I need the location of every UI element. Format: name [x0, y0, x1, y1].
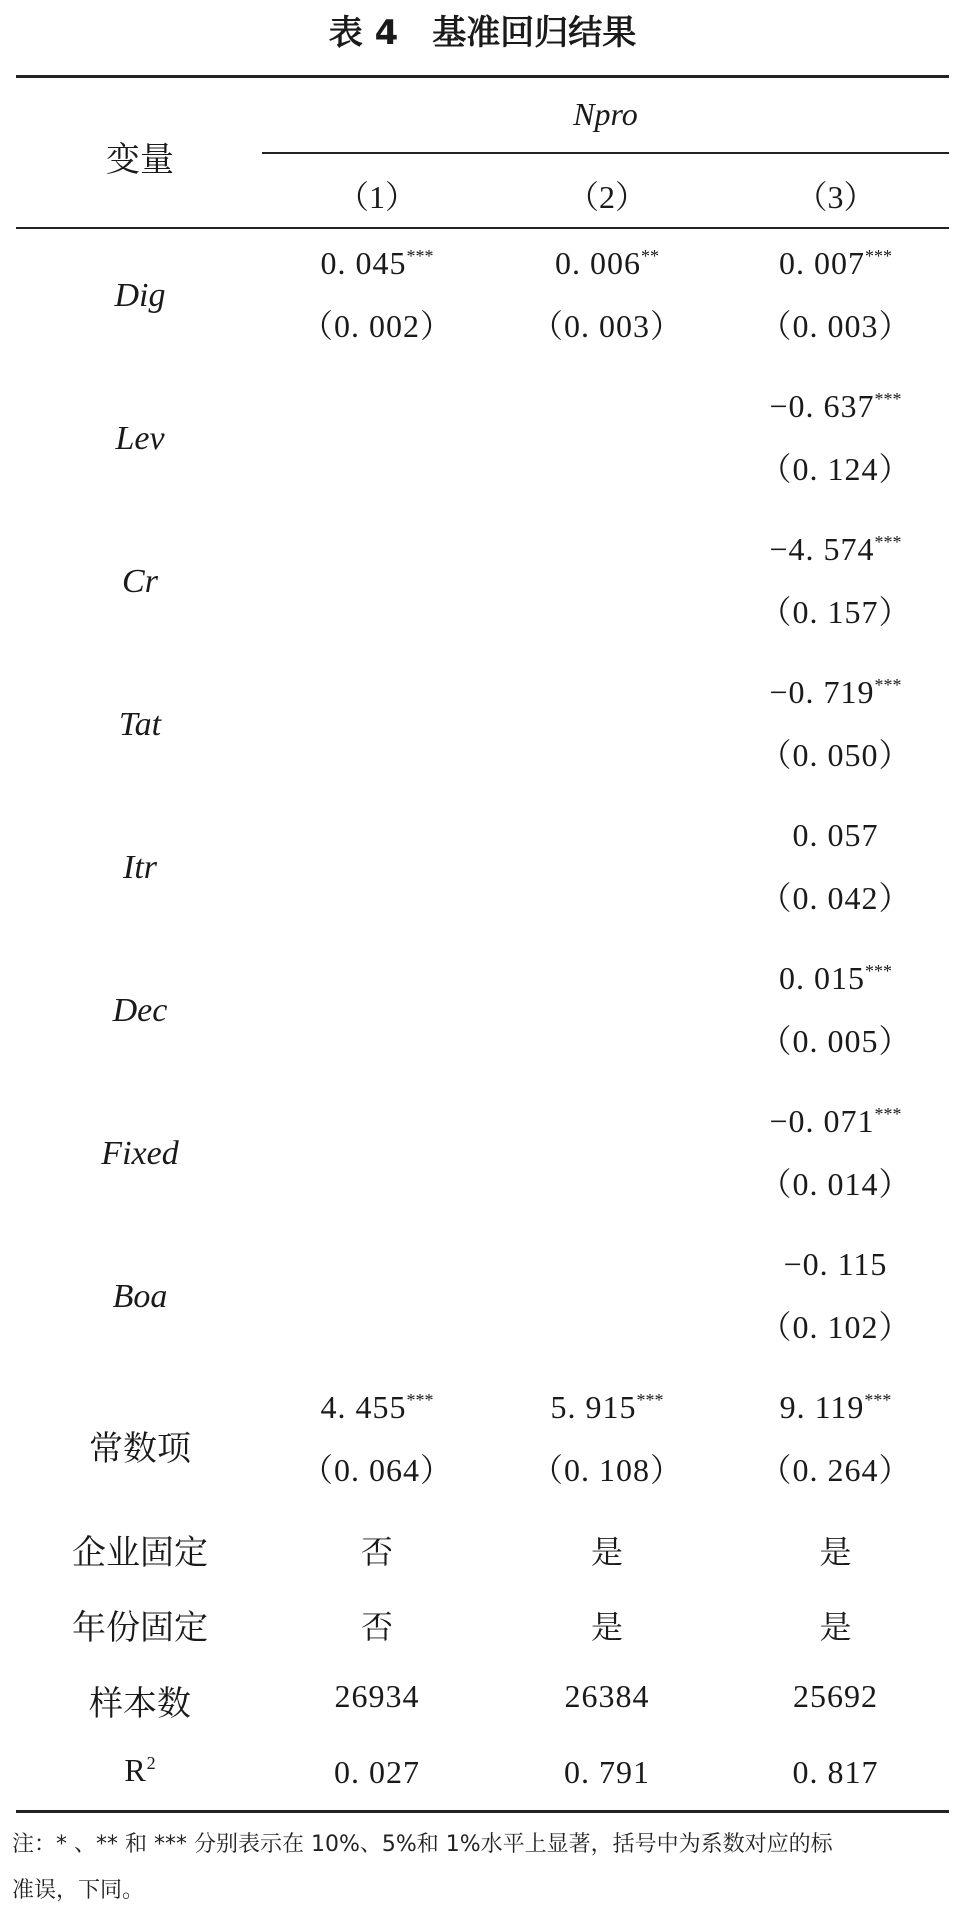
n-obs-label: 样本数 — [89, 1684, 191, 1724]
coefficient-3: −0. 071*** — [769, 1103, 902, 1139]
significance-stars: *** — [864, 1390, 892, 1410]
row-label: Lev — [115, 420, 165, 457]
coefficient-1: 0. 045*** — [320, 245, 434, 281]
n-obs-value-3: 25692 — [793, 1678, 878, 1714]
coefficient-3: −0. 637*** — [769, 388, 902, 424]
note-line-1: 注：* 、** 和 *** 分别表示在 10%、5%和 1%水平上显著，括号中为系数对应的标 — [12, 1832, 833, 1857]
column-label-2: （2） — [566, 179, 647, 215]
variable-header: 变量 — [106, 140, 174, 180]
significance-stars: *** — [874, 1104, 902, 1124]
row-label: Itr — [123, 849, 157, 886]
firm-fe-value-2: 是 — [590, 1533, 623, 1571]
significance-stars: *** — [865, 246, 892, 266]
standard-error-1: （0. 002） — [300, 307, 454, 345]
standard-error-3: （0. 042） — [759, 879, 912, 917]
significance-stars: *** — [406, 1390, 434, 1410]
significance-stars: *** — [874, 532, 902, 552]
coefficient-3: 0. 007*** — [779, 245, 892, 281]
coefficient-2: 0. 006** — [555, 245, 659, 281]
row-label: 常数项 — [89, 1429, 191, 1469]
header-mid-rule — [262, 152, 949, 154]
column-label-1: （1） — [336, 179, 417, 215]
standard-error-3: （0. 124） — [759, 450, 912, 488]
coefficient-1: 4. 455*** — [320, 1389, 434, 1425]
significance-stars: *** — [406, 246, 434, 266]
coefficient-3: −0. 719*** — [769, 674, 902, 710]
r2-value-1: 0. 027 — [334, 1754, 420, 1790]
coefficient-3: −4. 574*** — [769, 531, 902, 567]
header-bottom-rule — [16, 227, 949, 229]
row-label: Dig — [114, 277, 166, 314]
coefficient-2: 5. 915*** — [550, 1389, 664, 1425]
dependent-variable-header: Npro — [573, 96, 638, 132]
standard-error-3: （0. 003） — [759, 307, 912, 345]
standard-error-1: （0. 064） — [300, 1451, 454, 1489]
r2-value-2: 0. 791 — [564, 1754, 650, 1790]
row-label: Dec — [112, 992, 168, 1029]
significance-stars: *** — [636, 1390, 664, 1410]
row-label: Boa — [112, 1278, 168, 1315]
n-obs-value-1: 26934 — [334, 1678, 420, 1714]
table-title: 表 4 基准回归结果 — [328, 13, 637, 53]
firm-fe-label: 企业固定 — [72, 1533, 208, 1573]
standard-error-3: （0. 264） — [759, 1451, 912, 1489]
year-fe-value-1: 否 — [360, 1608, 393, 1646]
n-obs-value-2: 26384 — [564, 1678, 650, 1714]
standard-error-3: （0. 157） — [759, 593, 912, 631]
coefficient-3: 0. 057 — [792, 817, 879, 853]
bottom-rule — [16, 1810, 949, 1813]
significance-stars: ** — [641, 246, 659, 266]
significance-stars: *** — [874, 675, 902, 695]
r2-value-3: 0. 817 — [792, 1754, 879, 1790]
year-fe-value-3: 是 — [819, 1608, 852, 1646]
column-label-3: （3） — [795, 179, 876, 215]
firm-fe-value-3: 是 — [819, 1533, 852, 1571]
r2-label: $R^2$ — [124, 1752, 156, 1788]
standard-error-2: （0. 108） — [530, 1451, 684, 1489]
standard-error-3: （0. 014） — [759, 1165, 912, 1203]
significance-stars: *** — [865, 961, 892, 981]
coefficient-3: 0. 015*** — [779, 960, 892, 996]
row-label: Fixed — [101, 1135, 179, 1172]
significance-stars: *** — [874, 389, 902, 409]
row-label: Cr — [122, 563, 158, 600]
coefficient-3: 9. 119*** — [779, 1389, 892, 1425]
row-label: Tat — [118, 706, 162, 743]
firm-fe-value-1: 否 — [360, 1533, 393, 1571]
table-note — [12, 1822, 957, 1914]
standard-error-2: （0. 003） — [530, 307, 684, 345]
coefficient-3: −0. 115 — [783, 1246, 888, 1282]
note-line-2: 准误，下同。 — [12, 1878, 145, 1903]
top-rule — [16, 75, 949, 78]
year-fe-value-2: 是 — [590, 1608, 623, 1646]
standard-error-3: （0. 050） — [759, 736, 912, 774]
standard-error-3: （0. 005） — [759, 1022, 912, 1060]
standard-error-3: （0. 102） — [759, 1308, 912, 1346]
year-fe-label: 年份固定 — [72, 1608, 208, 1648]
